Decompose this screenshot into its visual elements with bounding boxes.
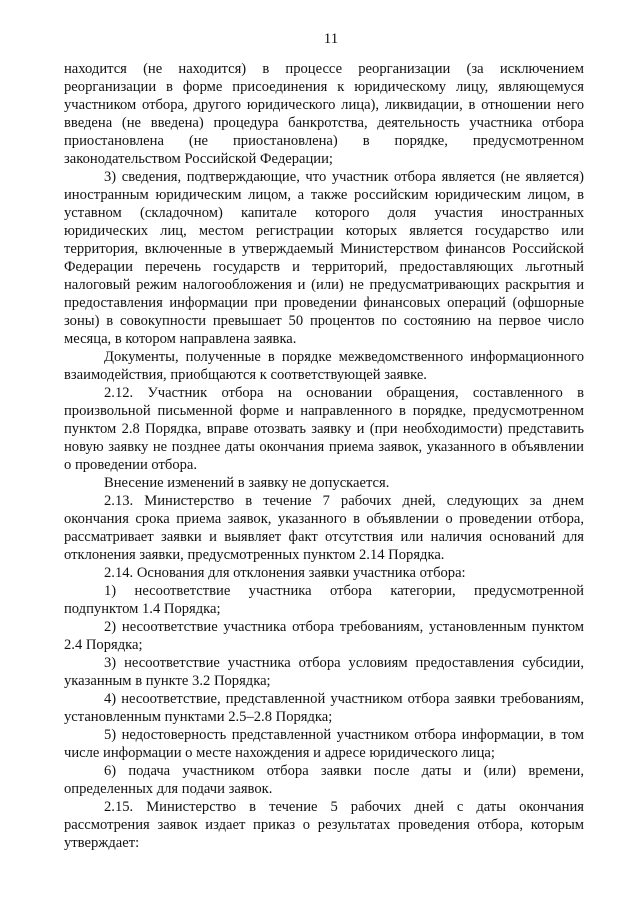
paragraph-2-15: 2.15. Министерство в течение 5 рабочих дней с даты окончания рассмотрения заявок издает приказ о результатах проведения отбора, которым утверждает:	[64, 799, 584, 851]
document-page	[64, 30, 584, 852]
list-item-4: 4) несоответствие, представленной участником отбора заявки требованиям, установленным пунктами 2.5–2.8 Порядка;	[64, 691, 584, 725]
list-item-2: 2) несоответствие участника отбора требованиям, установленным пунктом 2.4 Порядка;	[64, 619, 584, 653]
document-body	[64, 60, 584, 852]
paragraph-2-13: 2.13. Министерство в течение 7 рабочих дней, следующих за днем окончания срока приема заявок, указанного в объявлении о проведении отбора, рассматривает заявки и выявляет факт отсутствия или наличия оснований для отклонения заявки, предусмотренных пунктом 2.14 Порядка.	[64, 493, 584, 563]
paragraph-reorganization-status: находится (не находится) в процессе реорганизации (за исключением реорганизации в форме присоединения к юридическому лицу, являющемуся участником отбора, другого юридического лица), ликвидации, в отношении него введена (не введена) процедура банкротства, деятельность участника отбора приостановлена (не приостановлена) в порядке, предусмотренном законодательством Российской Федерации;	[64, 61, 584, 167]
paragraph-interagency-documents: Документы, полученные в порядке межведомственного информационного взаимодействия, приобщаются к соответствующей заявке.	[64, 349, 584, 383]
list-item-3: 3) несоответствие участника отбора условиям предоставления субсидии, указанным в пункте 3.2 Порядка;	[64, 655, 584, 689]
list-item-6: 6) подача участником отбора заявки после даты и (или) времени, определенных для подачи заявок.	[64, 763, 584, 797]
page-number: 11	[323, 31, 339, 47]
list-item-5: 5) недостоверность представленной участником отбора информации, в том числе информации о месте нахождения и адресе юридического лица;	[64, 727, 584, 761]
paragraph-foreign-entity-info: 3) сведения, подтверждающие, что участник отбора является (не является) иностранным юридическим лицом, а также российским юридическим лицом, в уставном (складочном) капитале которого доля участия иностранных юридических лиц, местом регистрации которых является государство или территория, включенные в утверждаемый Министерством финансов Российской Федерации перечень государств и территорий, предоставляющих льготный налоговый режим налогообложения и (или) не предусматривающих раскрытия и предоставления информации при проведении финансовых операций (офшорные зоны) в совокупности превышает 50 процентов по состоянию на первое число месяца, в котором направлена заявка.	[64, 169, 584, 347]
paragraph-no-amendments: Внесение изменений в заявку не допускается.	[104, 475, 390, 491]
list-item-1: 1) несоответствие участника отбора категории, предусмотренной подпунктом 1.4 Порядка;	[64, 583, 584, 617]
paragraph-2-14: 2.14. Основания для отклонения заявки участника отбора:	[104, 565, 466, 581]
paragraph-2-12: 2.12. Участник отбора на основании обращения, составленного в произвольной письменной форме и направленного в порядке, предусмотренном пунктом 2.8 Порядка, вправе отозвать заявку и (при необходимости) представить новую заявку не позднее даты окончания приема заявок, указанного в объявлении о проведении отбора.	[64, 385, 584, 473]
